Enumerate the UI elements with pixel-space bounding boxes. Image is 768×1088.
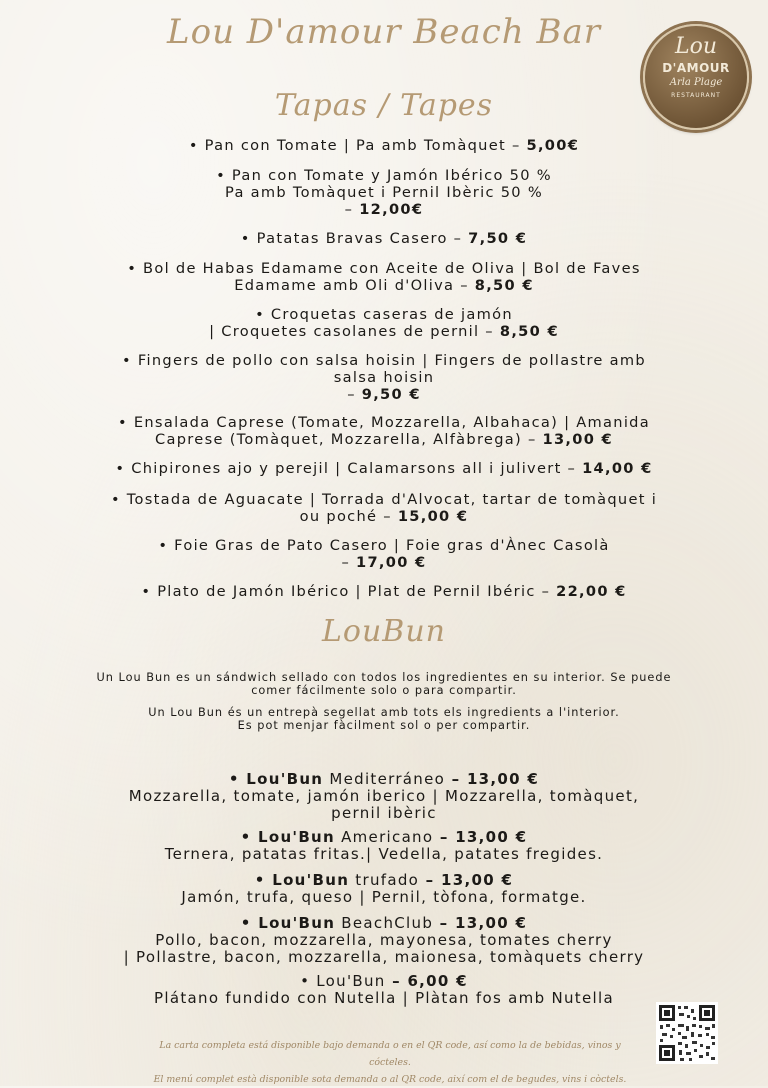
- logo-text-damour: D'AMOUR: [662, 61, 730, 75]
- loubun-item: • Lou'Bun – 6,00 € Plátano fundido con Nutella | Plàtan fos amb Nutella: [154, 972, 614, 1007]
- footer-line-es: La carta completa está disponible bajo demanda o en el QR code, así como la de bebidas, vinos y cócteles.: [159, 1040, 621, 1068]
- intro-es: Un Lou Bun es un sándwich sellado con todos los ingredientes en su interior. Se puede comer fácilmente solo o para compartir.: [96, 671, 672, 697]
- menu-item: • Plato de Jamón Ibérico | Plat de Pernil Ibéric – 22,00 €: [141, 583, 627, 600]
- item-price: 12,00€: [359, 201, 424, 218]
- logo-text-restaurant: RESTAURANT: [671, 92, 721, 99]
- loubun-item: • Lou'Bun BeachClub – 13,00 € Pollo, bacon, mozzarella, mayonesa, tomates cherry | Pollastre, bacon, mozzarella, maionesa, tomàquets cherry: [123, 914, 645, 966]
- restaurant-title: Lou D'amour Beach Bar: [167, 12, 601, 52]
- item-price: 7,50 €: [468, 230, 528, 247]
- item-price: 22,00 €: [556, 583, 627, 600]
- menu-item: • Pan con Tomate | Pa amb Tomàquet – 5,00€: [188, 137, 580, 154]
- menu-item: • Croquetas caseras de jamón | Croquetes casolanes de pernil – 8,50 €: [209, 306, 559, 340]
- item-price: 17,00 €: [356, 554, 427, 571]
- item-price: – 13,00 €: [445, 770, 540, 788]
- tapas-heading: Tapas / Tapes: [274, 88, 494, 123]
- item-price: 14,00 €: [582, 460, 653, 477]
- loubun-item: • Lou'Bun Americano – 13,00 € Ternera, patatas fritas.| Vedella, patates fregides.: [164, 828, 604, 863]
- item-price: 8,50 €: [499, 323, 559, 340]
- menu-item: • Ensalada Caprese (Tomate, Mozzarella, Albahaca) | Amanida Caprese (Tomàquet, Mozzarella, Alfàbrega) – 13,00 €: [118, 414, 650, 448]
- footer-note: [140, 1037, 640, 1088]
- loubun-item: • Lou'Bun trufado – 13,00 € Jamón, trufa, queso | Pernil, tòfona, formatge.: [181, 871, 587, 906]
- loubun-item: • Lou'Bun Mediterráneo – 13,00 € Mozzarella, tomate, jamón iberico | Mozzarella, tomàquet, pernil ibèric: [128, 770, 640, 822]
- logo-text-plage: Arla Plage: [669, 77, 723, 88]
- item-price: – 6,00 €: [385, 972, 468, 990]
- loubun-intro: [40, 671, 728, 732]
- item-price: – 13,00 €: [419, 871, 514, 889]
- loubun-heading: LouBun: [322, 614, 446, 649]
- menu-item: • Tostada de Aguacate | Torrada d'Alvocat, tartar de tomàquet i ou poché – 15,00 €: [110, 491, 658, 525]
- item-price: 8,50 €: [474, 277, 534, 294]
- menu-item: • Pan con Tomate y Jamón Ibérico 50 % Pa amb Tomàquet i Pernil Ibèric 50 % – 12,00€: [216, 167, 552, 218]
- item-price: 13,00 €: [542, 431, 613, 448]
- intro-ca: Un Lou Bun és un entrepà segellat amb tots els ingredients a l'interior. Es pot menjar fàcilment sol o per compartir.: [148, 706, 620, 732]
- item-price: 15,00 €: [397, 508, 469, 525]
- item-price: – 13,00 €: [433, 914, 528, 932]
- item-price: 9,50 €: [361, 386, 421, 403]
- logo-text-lou: Lou: [674, 34, 718, 59]
- menu-item: • Fingers de pollo con salsa hoisin | Fingers de pollastre amb salsa hoisin – 9,50 €: [122, 352, 646, 403]
- footer-line-ca: El menú complet està disponible sota demanda o al QR code, així com el de begudes, vins i còctels.: [153, 1074, 627, 1085]
- qr-code-icon[interactable]: [656, 1002, 718, 1064]
- menu-item: • Chipirones ajo y perejil | Calamarsons all i julivert – 14,00 €: [115, 460, 653, 477]
- menu-item: • Patatas Bravas Casero – 7,50 €: [240, 230, 528, 247]
- item-price: – 13,00 €: [433, 828, 528, 846]
- menu-item: • Foie Gras de Pato Casero | Foie gras d'Ànec Casolà – 17,00 €: [158, 537, 610, 571]
- item-price: 5,00€: [526, 137, 580, 154]
- menu-item: • Bol de Habas Edamame con Aceite de Oliva | Bol de Faves Edamame amb Oli d'Oliva – 8,50 €: [127, 260, 641, 294]
